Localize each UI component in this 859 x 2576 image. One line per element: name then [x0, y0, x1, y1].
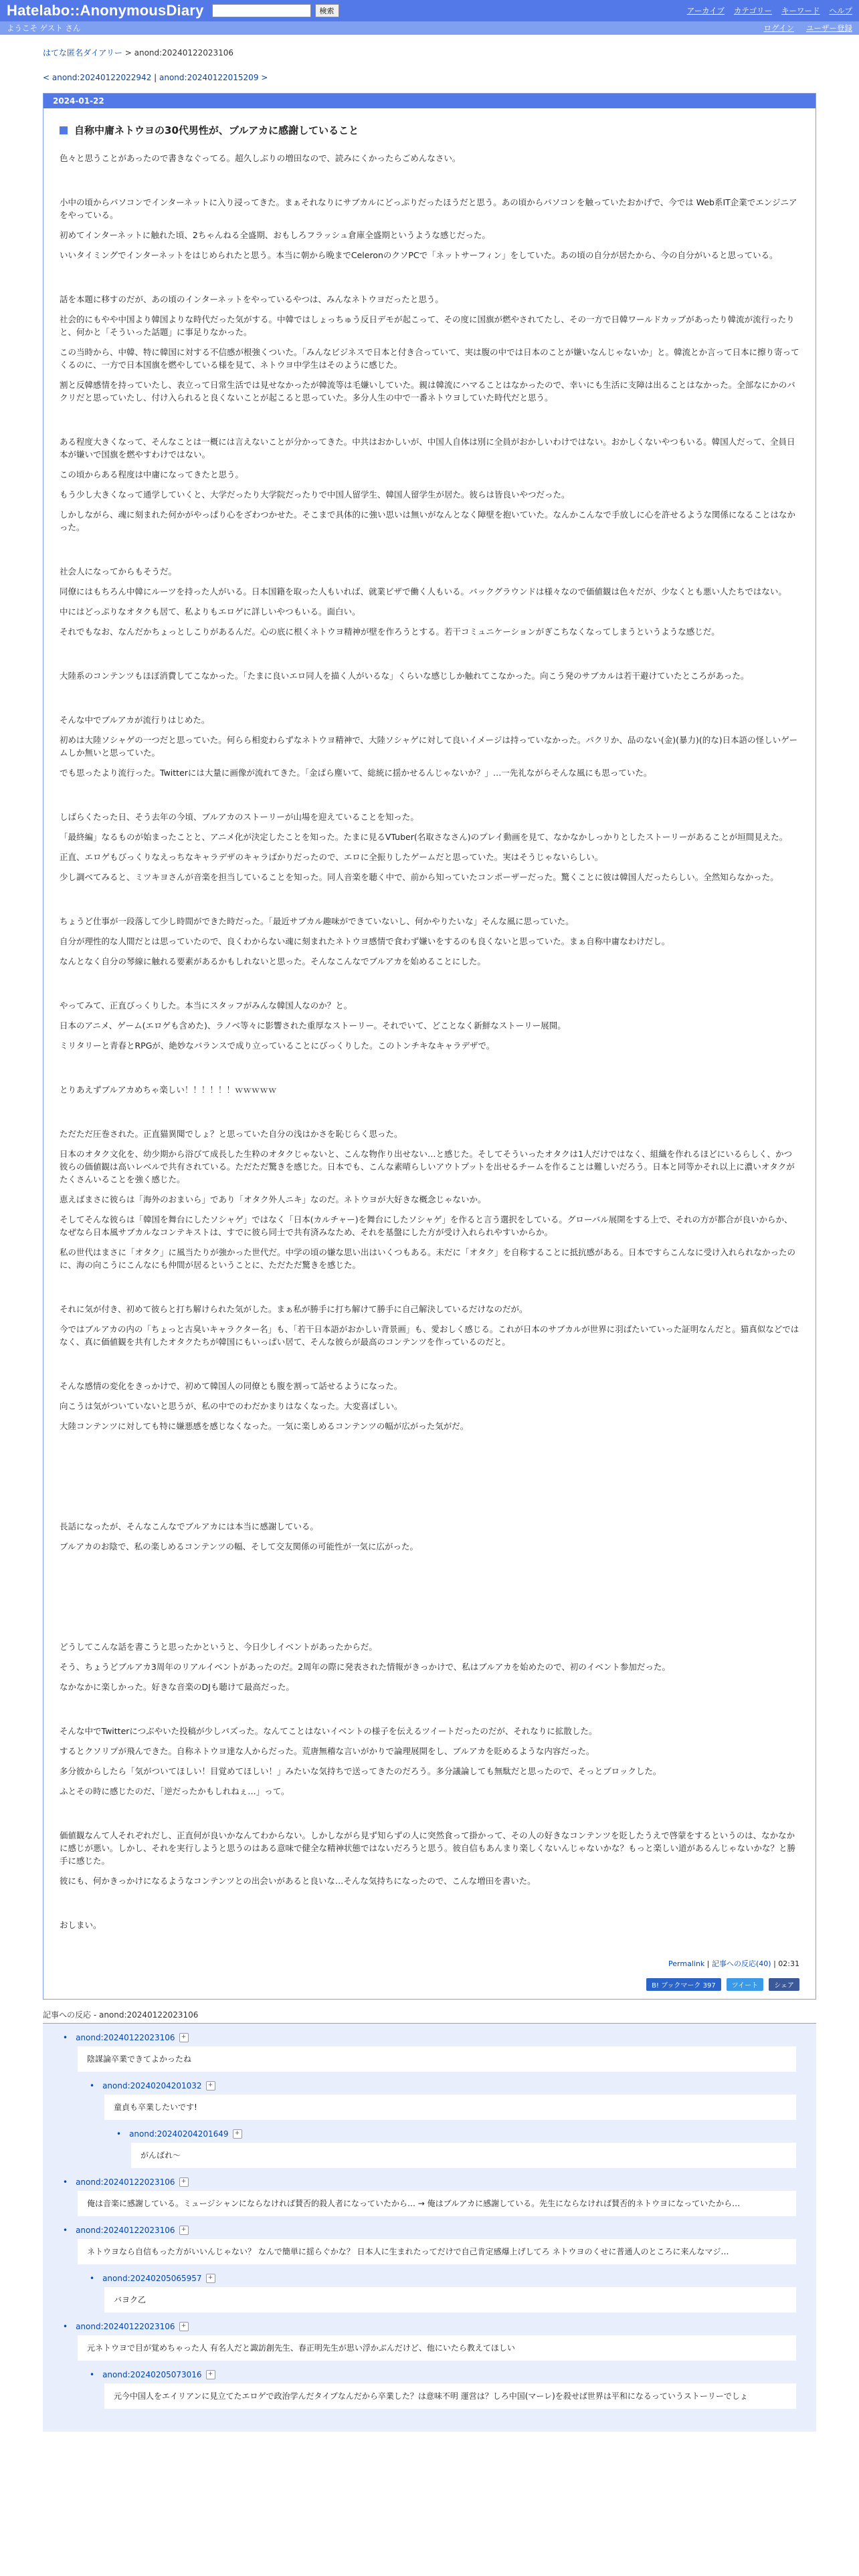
main-content	[0, 47, 859, 2432]
entry-paragraph: なんとなく自分の琴線に触れる要素があるかもしれないと思った。そんなこんなでブルアカを始めることにした。	[60, 956, 486, 966]
reaction-item	[63, 2033, 796, 2072]
reaction-id-link[interactable]: • anond:20240205065957	[102, 2274, 202, 2283]
reaction-head	[63, 2226, 796, 2235]
entry-paragraph: しばらくたった日、そう去年の今頃、ブルアカのストーリーが山場を迎えていることを知った。	[60, 812, 419, 822]
tweet-button[interactable]: ツイート	[727, 1978, 764, 1991]
entry-paragraph: ちょうど仕事が一段落して少し時間ができた時だった。「最近サブカル趣味ができていないし、何かやりたいな」そんな風に思っていた。	[60, 916, 574, 926]
reaction-item	[63, 2226, 796, 2264]
entry-paragraph: 正直、エロゲもびっくりなえっちなキャラデザのキャラばかりだったので、エロに全振りしたゲームだと思っていた。実はそうじゃないらしい。	[60, 852, 603, 862]
paragraph-spacer	[60, 541, 799, 565]
entry-paragraph: 割と反韓感情を持っていたし、表立って日常生活では見せなかったが韓流等は毛嫌いしていた。親は韓流にハマることはなかったので、幸いにも生活に支障は出ることはなかった。全部なにかのバクリだと思っていたし、付け入られると良くないことが起こると思っていた。多分人生の中で一番ネトウヨしていた時代だと思う。	[60, 380, 795, 403]
share-buttons	[60, 1978, 799, 1991]
entry-paragraph: この当時から、中韓、特に韓国に対する不信感が根強くついた。「みんなビジネスで日本と付き合っていて、実は腹の中では日本のことが嫌いなんじゃないか」と。韓流とか言って日本に擦り寄ってくるのに、一方で日本国旗を燃やしている様を見て、ネトウヨ中学生はそのように感じた。	[60, 347, 799, 370]
entry-paragraph: それに気が付き、初めて彼らと打ち解けられた気がした。まぁ私が勝手に打ち解けて勝手に自己解決しているだけなのだが。	[60, 1304, 528, 1314]
entry-paragraph: おしまい。	[60, 1920, 102, 1930]
entry-paragraph: ふとその時に感じたのだ、「逆だったかもしれねぇ…」って。	[60, 1786, 290, 1796]
entry-title-text: 自称中庸ネトウヨの30代男性が、ブルアカに感謝していること	[74, 124, 359, 136]
reaction-head	[63, 2322, 796, 2331]
reaction-body: 元ネトウヨで目が覚めちゃった人 有名人だと諏訪創先生、春正明先生が思い浮かぶんだけど、他にいたら教えてほしい	[78, 2335, 796, 2361]
reaction-head	[63, 2177, 796, 2187]
keyword-link[interactable]: キーワード	[781, 6, 820, 15]
reaction-item	[90, 2370, 796, 2409]
reactions-link[interactable]: 記事への反応(40)	[712, 1959, 771, 1968]
breadcrumb-site-link[interactable]: はてな匿名ダイアリー	[43, 48, 122, 58]
reaction-head	[90, 2274, 796, 2283]
entry-title	[60, 123, 799, 137]
reaction-head	[90, 2370, 796, 2379]
expand-icon[interactable]: +	[206, 2370, 215, 2379]
entry-paragraph: 小中の頃からパソコンでインターネットに入り浸ってきた。まぁそれなりにサブカルにどっぷりだったほうだと思う。あの頃からパソコンを触っていたおかげで、今では Web系IT企業でエンジニアをやっている。	[60, 197, 797, 220]
entry-paragraph: しかしながら、魂に刻まれた何かがやっぱり心をざわつかせた。そこまで具体的に強い思いは無いがなんとなく障壁を抱いていた。なんかこんなで手放しに心を許せるような関係になることはなかった。	[60, 510, 796, 532]
reaction-id-link[interactable]: • anond:20240122023106	[76, 2322, 175, 2331]
reaction-id-link[interactable]: • anond:20240204201032	[102, 2081, 202, 2090]
entry-paragraph: もう少し大きくなって通学していくと、大学だったり大学院だったりで中国人留学生、韓国人留学生が居た。彼らは皆良いやつだった。	[60, 490, 570, 500]
entry-paragraph: ブルアカのお陰で、私の楽しめるコンテンツの幅、そして交友関係の可能性が一気に広がった。	[60, 1541, 419, 1551]
permalink-link[interactable]: Permalink	[668, 1959, 705, 1968]
paragraph-spacer	[60, 1440, 799, 1520]
expand-icon[interactable]: +	[233, 2129, 242, 2139]
day-date: 2024-01-22	[43, 94, 816, 108]
paragraph-spacer	[60, 172, 799, 196]
pager-separator: |	[151, 73, 159, 82]
login-link[interactable]: ログイン	[763, 23, 794, 33]
entry-paragraph: 彼にも、何かきっかけになるようなコンテンツとの出会いがあると良いな…そんな気持ちになったので、こんな増田を書いた。	[60, 1876, 536, 1886]
category-link[interactable]: カテゴリー	[733, 6, 772, 15]
expand-icon[interactable]: +	[179, 2226, 189, 2235]
entry-paragraph: そんな中でブルアカが流行りはじめた。	[60, 715, 210, 725]
facebook-share-button[interactable]: シェア	[769, 1978, 799, 1991]
entry-body	[60, 152, 799, 1931]
entry-paragraph: 少し調べてみると、ミツキヨさんが音楽を担当していることを知った。同人音楽を聴く中で、前から知っていたコンポーザーだった。驚くことに彼は韓国人だったらしい。全然知らなかった。	[60, 872, 779, 882]
entry-paragraph: 私の世代はまさに「オタク」に風当たりが強かった世代だ。中学の頃の嫌な思い出はいくつもある。未だに「オタク」を自称することに抵抗感がある。日本ですらこんなに受け入れられなかったのに、海の向こうにこんなにも仲間が居るということに、ただただ驚きを感じた。	[60, 1247, 796, 1270]
entry-paragraph: この頃からある程度は中庸になってきたと思う。	[60, 469, 244, 479]
entry-paragraph: 話を本題に移すのだが、あの頃のインターネットをやっているやつは、みんなネトウヨだったと思う。	[60, 294, 444, 304]
entry-paragraph: どうしてこんな話を書こうと思ったかというと、今日少しイベントがあったからだ。	[60, 1642, 377, 1652]
sub-bar	[0, 21, 859, 35]
day-body	[43, 108, 816, 1999]
entry-pager	[43, 73, 816, 82]
reaction-body: 童貞も卒業したいです!	[104, 2095, 796, 2120]
paragraph-spacer	[60, 1895, 799, 1919]
entry-paragraph: 「最終編」なるものが始まったことと、アニメ化が決定したことを知った。たまに見るVTuber(名取さなさん)のプレイ動画を見て、なかなかしっかりとしたストーリーがあることが垣間見えた。	[60, 832, 788, 842]
paragraph-spacer	[60, 1279, 799, 1303]
expand-icon[interactable]: +	[179, 2177, 189, 2187]
search-input[interactable]	[212, 4, 311, 17]
bookmark-button[interactable]: B! ブックマーク 397	[646, 1978, 721, 1991]
entry-paragraph: いいタイミングでインターネットをはじめられたと思う。本当に朝から晩までCeleronのクソPCで「ネットサーフィン」をしていた。あの頃の自分が居たから、今の自分がいると思っている。	[60, 250, 778, 260]
entry-paragraph: とりあえずブルアカめちゃ楽しい！！！！！！ｗｗｗｗｗ	[60, 1085, 277, 1095]
reaction-item	[63, 2322, 796, 2361]
reaction-head	[63, 2033, 796, 2042]
entry-footer	[60, 1958, 799, 1969]
paragraph-spacer	[60, 891, 799, 915]
entry-paragraph: 大陸コンテンツに対しても特に嫌悪感を感じなくなった。一気に楽しめるコンテンツの幅が広がった気がだ。	[60, 1421, 469, 1431]
title-square-icon	[60, 126, 68, 134]
reaction-id-link[interactable]: • anond:20240122023106	[76, 2177, 175, 2187]
entry-time: 02:31	[778, 1959, 799, 1968]
entry-paragraph: でも思ったより流行った。Twitterには大量に画像が流れてきた。「金ぱら塵いて、総統に揺かせるんじゃないか？」…一先礼ながらそんな風にも思っていた。	[60, 768, 652, 778]
entry-paragraph: 日本のアニメ、ゲーム(エロゲも含めた)、ラノベ等々に影響された重厚なストーリー。それでいて、どことなく新鮮なストーリー展開。	[60, 1021, 566, 1031]
expand-icon[interactable]: +	[206, 2081, 215, 2090]
reaction-head	[116, 2129, 796, 2139]
entry-paragraph: 社会的にもやや中国より韓国よりな時代だった気がする。中韓ではしょっちゅう反日デモが起こって、その度に国旗が燃やされてたし、その一方で日韓ワールドカップがあったり韓流が流行ったりと、何かと「そういった話題」に事足りなかった。	[60, 314, 795, 337]
reaction-id-link[interactable]: • anond:20240122023106	[76, 2226, 175, 2235]
paragraph-spacer	[60, 645, 799, 669]
reaction-item	[116, 2129, 796, 2168]
entry-paragraph: 多分彼からしたら「気がついてほしい！目覚めてほしい！」みたいな気持ちで送ってきたのだろう。多分議論しても無駄だと思ったので、そっとブロックした。	[60, 1766, 662, 1776]
breadcrumb-current: anond:20240122023106	[134, 48, 234, 58]
reactions-title: 記事への反応 - anond:20240122023106	[43, 2009, 816, 2024]
paragraph-spacer	[60, 1701, 799, 1725]
site-logo[interactable]: Hatelabo::AnonymousDiary	[7, 2, 204, 19]
entry-paragraph: 向こうは気がついていないと思うが、私の中でのわだかまりはなくなった。大変喜ばしい。	[60, 1401, 403, 1411]
breadcrumb	[43, 47, 816, 58]
archive-link[interactable]: アーカイブ	[686, 6, 725, 15]
expand-icon[interactable]: +	[179, 2322, 189, 2331]
entry-paragraph: 恵えばまさに彼らは「海外のおまいら」であり「オタク外人ニキ」なのだ。ネトウヨが大好きな概念じゃないか。	[60, 1194, 486, 1204]
expand-icon[interactable]: +	[206, 2274, 215, 2283]
entry-paragraph: そう、ちょうどブルアカ3周年のリアルイベントがあったのだ。2周年の際に発表された情報がきっかけで、私はブルアカを始めたので、初のイベント参加だった。	[60, 1662, 670, 1672]
entry-paragraph: 色々と思うことがあったので書きなぐってる。超久しぶりの増田なので、読みにくかったらごめんなさい。	[60, 153, 461, 163]
paragraph-spacer	[60, 1103, 799, 1128]
entry-paragraph: そんな感情の変化をきっかけで、初めて韓国人の同僚とも腹を割って話せるようになった。	[60, 1381, 403, 1391]
prev-entry-link[interactable]: < anond:20240122022942	[43, 73, 152, 82]
register-link[interactable]: ユーザー登録	[806, 23, 852, 33]
reaction-item	[90, 2274, 796, 2313]
welcome-text: ようこそ ゲスト さん	[7, 23, 81, 33]
entry-paragraph: そしてそんな彼らは「韓国を舞台にしたソシャゲ」ではなく「日本(カルチャー)を舞台にしたソシャゲ」を作ると言う選択をしている。グローバル展開をする上で、それの方が都合が良いからか、なぜなら日本風サブカルなコンテキストは、すでに彼ら同士で共有済みなため、それを基盤にした方が受け入れられやすいからか。	[60, 1214, 793, 1237]
paragraph-spacer	[60, 1805, 799, 1829]
entry-paragraph: なかなかに楽しかった。好きな音楽のDJも聴けて最高だった。	[60, 1682, 294, 1692]
paragraph-spacer	[60, 411, 799, 435]
paragraph-spacer	[60, 786, 799, 811]
entry-paragraph: 今ではブルアカの内の「ちょっと古臭いキャラクター名」も、「若干日本語がおかしい背景画」も、愛おしく感じる。これが日本のサブカルが世界に羽ばたいていった証明なんだと。猫真似などではなく、真に価値観を共有したオタクたちが韓国にもいっぱい居て、そんな彼らが最高のコンテンツを作っているのだと。	[60, 1324, 799, 1347]
entry-paragraph: 中にはどっぷりなオタクも居て、私よりもエロゲに詳しいやつもいる。面白い。	[60, 607, 361, 617]
reaction-body: バヨク乙	[104, 2287, 796, 2313]
entry-paragraph: 同僚にはもちろん中韓にルーツを持った人がいる。日本国籍を取った人もいれば、就業ビザで働く人もいる。バックグラウンドは様々なので価値観は色々だが、少なくとも悪い人たちではない。	[60, 586, 787, 597]
reaction-body: がんばれ～	[131, 2143, 796, 2168]
entry-paragraph: 初めは大陸ソシャゲの一つだと思っていた。何らら相変わらずなネトウヨ精神で、大陸ソシャゲに対して良いイメージは持っていなかった。パクリか、品のない(金)(暴力)(的な)日本語の怪しいゲームしか無いと思っていた。	[60, 735, 798, 758]
entry-paragraph: やってみて、正直びっくりした。本当にスタッフがみんな韓国人なのか？と。	[60, 1000, 353, 1010]
entry-paragraph: そんな中でTwitterにつぶやいた投稿が少しバズった。なんてことはないイベントの様子を伝えるツイートだったのだが、それなりに拡散した。	[60, 1726, 597, 1736]
top-links	[687, 5, 852, 16]
paragraph-spacer	[60, 269, 799, 293]
paragraph-spacer	[60, 1059, 799, 1083]
next-entry-link[interactable]: anond:20240122015209 >	[159, 73, 268, 82]
entry-paragraph: ミリタリーと青春とRPGが、絶妙なバランスで成り立っていることにびっくりした。このトンチキなキャラデザで。	[60, 1041, 495, 1051]
reaction-body: 陰謀論卒業できてよかったね	[78, 2046, 796, 2072]
footer-separator-1: |	[704, 1959, 712, 1968]
reaction-id-link[interactable]: • anond:20240122023106	[76, 2033, 175, 2042]
paragraph-spacer	[60, 1356, 799, 1380]
help-link[interactable]: ヘルプ	[829, 6, 852, 15]
entry-paragraph: 価値観なんて人それぞれだし、正直何が良いかなんてわからない。しかしながら見ず知らずの人に突然食って掛かって、その人の好きなコンテンツを貶したうえで啓蒙をするというのは、なかなかに感じが悪い。しかし、それを実行しようと思うのはある意味で健全な精神状態ではないだろうと思う。彼自信もあんまり楽しくないんじゃないかな？もっと楽しい道があるんじゃないかな？と勝手に感じた。	[60, 1830, 796, 1866]
reaction-item	[63, 2177, 796, 2216]
entry-paragraph: それでもなお、なんだかちょっとしこりがあるんだ。心の底に根くネトウヨ精神が壁を作ろうとする。若干コミュニケーションがぎこちなくなってしまうというような感じだ。	[60, 627, 720, 637]
day-section	[43, 93, 816, 2000]
reaction-id-link[interactable]: • anond:20240204201649	[129, 2129, 229, 2139]
entry-paragraph: 日本のオタク文化を、幼少期から浴びて成長した生粋のオタクじゃないと、こんな物作り出せない…と感じた。そしてそういったオタクは1人だけではなく、組織を作れるほどにいるらしく、かつ彼らの価値観は高いレベルで共有されている。ただただ驚きを感じた。日本でも、こんな素晴らしいアウトプットを出せるチームを作ることは難しいだろう。日本と同等かそれ以上に濃いオタクがたくさんいることを強く感じた。	[60, 1149, 795, 1184]
paragraph-spacer	[60, 1560, 799, 1640]
reaction-id-link[interactable]: • anond:20240205073016	[102, 2370, 202, 2379]
entry-paragraph: ある程度大きくなって、そんなことは一概には言えないことが分かってきた。中共はおかしいが、中国人自体は別に全員がおかしいわけではない。おかしくないやつもいる。韓国人だって、全員日本が嫌いで国旗を燃やすわけではない。	[60, 437, 795, 459]
expand-icon[interactable]: +	[179, 2033, 189, 2042]
paragraph-spacer	[60, 689, 799, 714]
top-bar	[0, 0, 859, 21]
entry-paragraph: ただただ圧巻された。正直猫異聞でしょ？と思っていた自分の浅はかさを恥じらく思った。	[60, 1129, 403, 1139]
reaction-body: 元今中国人をエイリアンに見立てたエロゲで政治学んだタイプなんだから卒業した？は意味不明 運営は？しろ中国(マーレ)を殺せば世界は平和になるっていうストーリーでしょ	[104, 2383, 796, 2409]
footer-separator-2: |	[771, 1959, 779, 1968]
breadcrumb-separator: >	[122, 48, 134, 58]
reaction-head	[90, 2081, 796, 2090]
entry-paragraph: 初めてインターネットに触れた頃、2ちゃんねる全盛期、おもしろフラッシュ倉庫全盛期というような感じだった。	[60, 230, 490, 240]
entry-paragraph: 社会人になってからもそうだ。	[60, 566, 177, 576]
search-button[interactable]: 検索	[315, 4, 339, 17]
entry-paragraph: するとクソリプが飛んできた。自称ネトウヨ達な人からだった。荒唐無稽な言いがかりで論理展開をし、ブルアカを貶めるような内容だった。	[60, 1746, 595, 1756]
entry-paragraph: 大陸系のコンテンツもほぼ消費してこなかった。「たまに良いエロ同人を描く人がいるな」くらいな感じしか触れてこなかった。向こう発のサブカルは若干避けていたところがあった。	[60, 671, 749, 681]
reaction-item	[90, 2081, 796, 2120]
reactions-list	[43, 2024, 816, 2432]
reaction-body: 俺は音楽に感謝している。ミュージシャンにならなければ賛否的殺人者になっていたから… → 俺はブルアカに感謝している。先生にならなければ賛否的ネトウヨになっていたから…	[78, 2191, 796, 2216]
paragraph-spacer	[60, 975, 799, 999]
reaction-body: ネトウヨなら自信もった方がいいんじゃない？ なんで簡単に揺らぐかな？ 日本人に生まれたってだけで自己肯定感爆上げしてろ ネトウヨのくせに普通人のところに来んなマジ…	[78, 2239, 796, 2264]
entry-paragraph: 自分が理性的な人間だとは思っていたので、良くわからない魂に刻まれたネトウヨ感情で食わず嫌いをするのも良くないと思っていた。まぁ自称中庸なわけだし。	[60, 936, 670, 946]
entry-paragraph: 長話になったが、そんなこんなでブルアカには本当に感謝している。	[60, 1521, 318, 1531]
